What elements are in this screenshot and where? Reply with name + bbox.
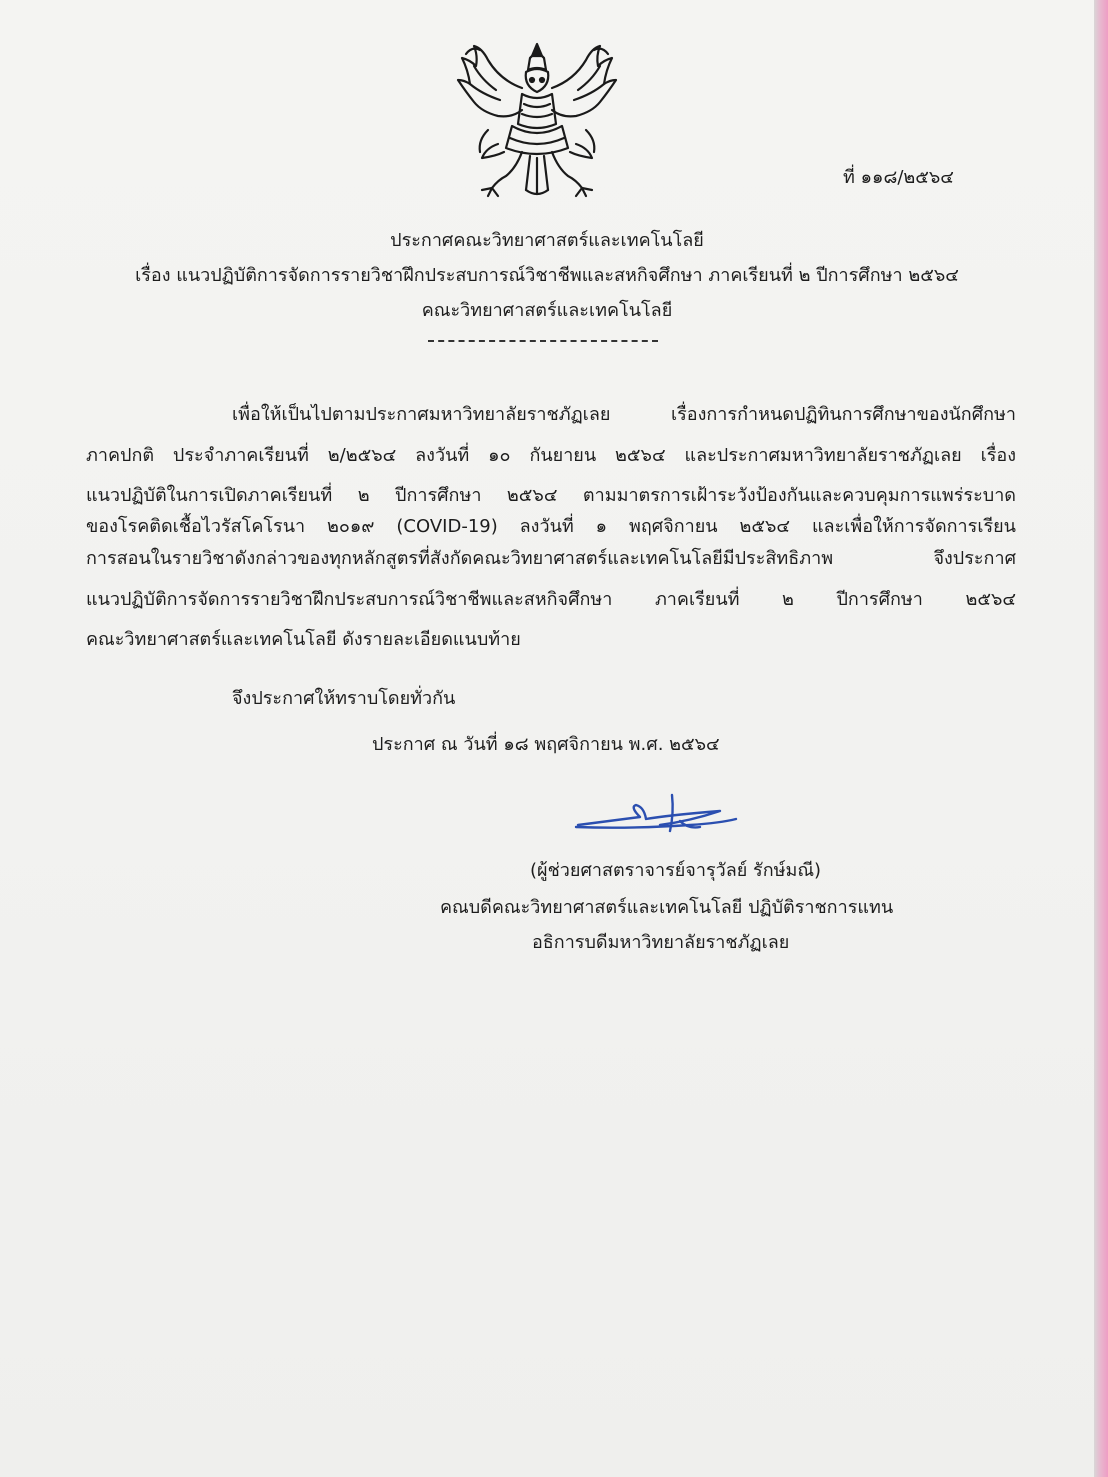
body-line: แนวปฏิบัติการจัดการรายวิชาฝึกประสบการณ์วิชาชีพและสหกิจศึกษา ภาคเรียนที่ ๒ ปีการศึกษา ๒๕๖๔ — [86, 589, 1016, 610]
body-line: การสอนในรายวิชาดังกล่าวของทุกหลักสูตรที่สังกัดคณะวิทยาศาสตร์และเทคโนโลยีมีประสิทธิภาพ จึงประกาศ — [86, 548, 1016, 569]
signature-mark — [570, 785, 750, 845]
separator-rule — [428, 340, 658, 342]
body-line: เพื่อให้เป็นไปตามประกาศมหาวิทยาลัยราชภัฏเลย เรื่องการกำหนดปฏิทินการศึกษาของนักศึกษา — [232, 404, 1016, 425]
closing-statement: จึงประกาศให้ทราบโดยทั่วกัน — [232, 688, 456, 709]
announcement-heading: ประกาศคณะวิทยาศาสตร์และเทคโนโลยี — [390, 230, 704, 251]
body-line: คณะวิทยาศาสตร์และเทคโนโลยี ดังรายละเอียดแนบท้าย — [86, 629, 521, 650]
document-number: ที่ ๑๑๘/๒๕๖๔ — [843, 167, 954, 188]
signer-title-line-1: คณบดีคณะวิทยาศาสตร์และเทคโนโลยี ปฏิบัติราชการแทน — [440, 897, 894, 918]
signer-name: (ผู้ช่วยศาสตราจารย์จารุวัลย์ รักษ์มณี) — [530, 860, 822, 881]
faculty-name: คณะวิทยาศาสตร์และเทคโนโลยี — [421, 300, 673, 321]
signer-title-line-2: อธิการบดีมหาวิทยาลัยราชภัฏเลย — [532, 932, 790, 953]
body-line: ของโรคติดเชื้อไวรัสโคโรนา ๒๐๑๙ (COVID-19) ลงวันที่ ๑ พฤศจิกายน ๒๕๖๔ และเพื่อให้การจัดการเรียน — [86, 516, 1016, 537]
paper-edge — [1094, 0, 1108, 1477]
body-line: ภาคปกติ ประจำภาคเรียนที่ ๒/๒๕๖๔ ลงวันที่ ๑๐ กันยายน ๒๕๖๔ และประกาศมหาวิทยาลัยราชภัฏเลย เรื่อง — [86, 445, 1016, 466]
announcement-subject: เรื่อง แนวปฏิบัติการจัดการรายวิชาฝึกประสบการณ์วิชาชีพและสหกิจศึกษา ภาคเรียนที่ ๒ ปีการศึกษา ๒๕๖๔ — [135, 265, 959, 286]
announcement-date: ประกาศ ณ วันที่ ๑๘ พฤศจิกายน พ.ศ. ๒๕๖๔ — [372, 734, 720, 755]
body-line: แนวปฏิบัติในการเปิดภาคเรียนที่ ๒ ปีการศึกษา ๒๕๖๔ ตามมาตรการเฝ้าระวังป้องกันและควบคุมการแพร่ระบาด — [86, 485, 1016, 506]
garuda-emblem-icon — [452, 40, 622, 198]
